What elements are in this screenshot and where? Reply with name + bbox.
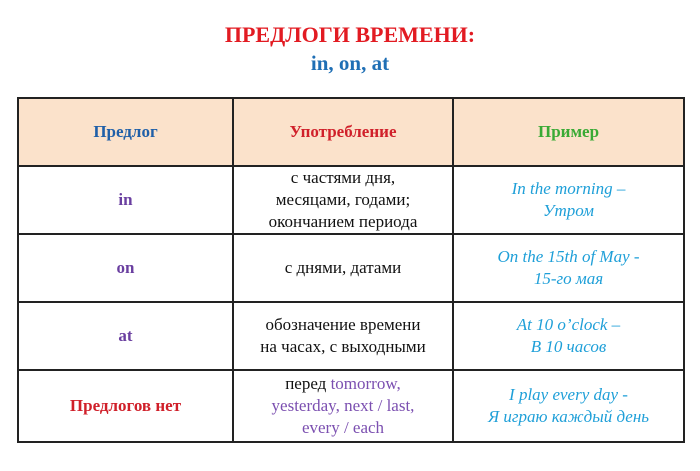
example-cell (453, 234, 684, 302)
example-line: Я играю каждый день (487, 407, 650, 426)
preposition-cell: at (18, 302, 233, 370)
usage-prefix: перед (285, 374, 331, 393)
usage-cell (233, 234, 453, 302)
table-row (18, 166, 684, 234)
usage-line: обозначение времени (265, 315, 421, 334)
usage-line (234, 373, 452, 395)
usage-cell (233, 370, 453, 442)
usage-highlight: tomorrow, (330, 374, 401, 393)
header-usage: Употребление (233, 98, 453, 166)
example-line: At 10 o’clock – (516, 315, 621, 334)
table-row (18, 370, 684, 442)
table-row (18, 302, 684, 370)
preposition-cell: on (18, 234, 233, 302)
example-line: I play every day - (509, 385, 628, 404)
usage-line: с днями, датами (284, 258, 402, 277)
usage-cell (233, 302, 453, 370)
usage-line: месяцами, годами; (275, 190, 411, 209)
example-line: 15-го мая (533, 269, 604, 288)
table-header-row (18, 98, 684, 166)
prepositions-table (17, 97, 685, 443)
example-line: In the morning – (511, 179, 626, 198)
usage-highlight: every / each (301, 418, 385, 437)
example-line: В 10 часов (530, 337, 607, 356)
example-line: Утром (543, 201, 594, 220)
table-row (18, 234, 684, 302)
example-cell (453, 370, 684, 442)
preposition-cell: Предлогов нет (18, 370, 233, 442)
example-cell (453, 302, 684, 370)
page-subtitle: in, on, at (310, 51, 390, 75)
usage-line: окончанием периода (268, 212, 418, 231)
example-line: On the 15th of May - (497, 247, 640, 266)
usage-line: с частями дня, (290, 168, 396, 187)
example-cell (453, 166, 684, 234)
usage-line: на часах, с выходными (260, 337, 426, 356)
header-preposition: Предлог (18, 98, 233, 166)
usage-cell (233, 166, 453, 234)
preposition-cell: in (18, 166, 233, 234)
usage-highlight: yesterday, next / last, (271, 396, 415, 415)
page-title: ПРЕДЛОГИ ВРЕМЕНИ: (224, 22, 476, 47)
header-example: Пример (453, 98, 684, 166)
